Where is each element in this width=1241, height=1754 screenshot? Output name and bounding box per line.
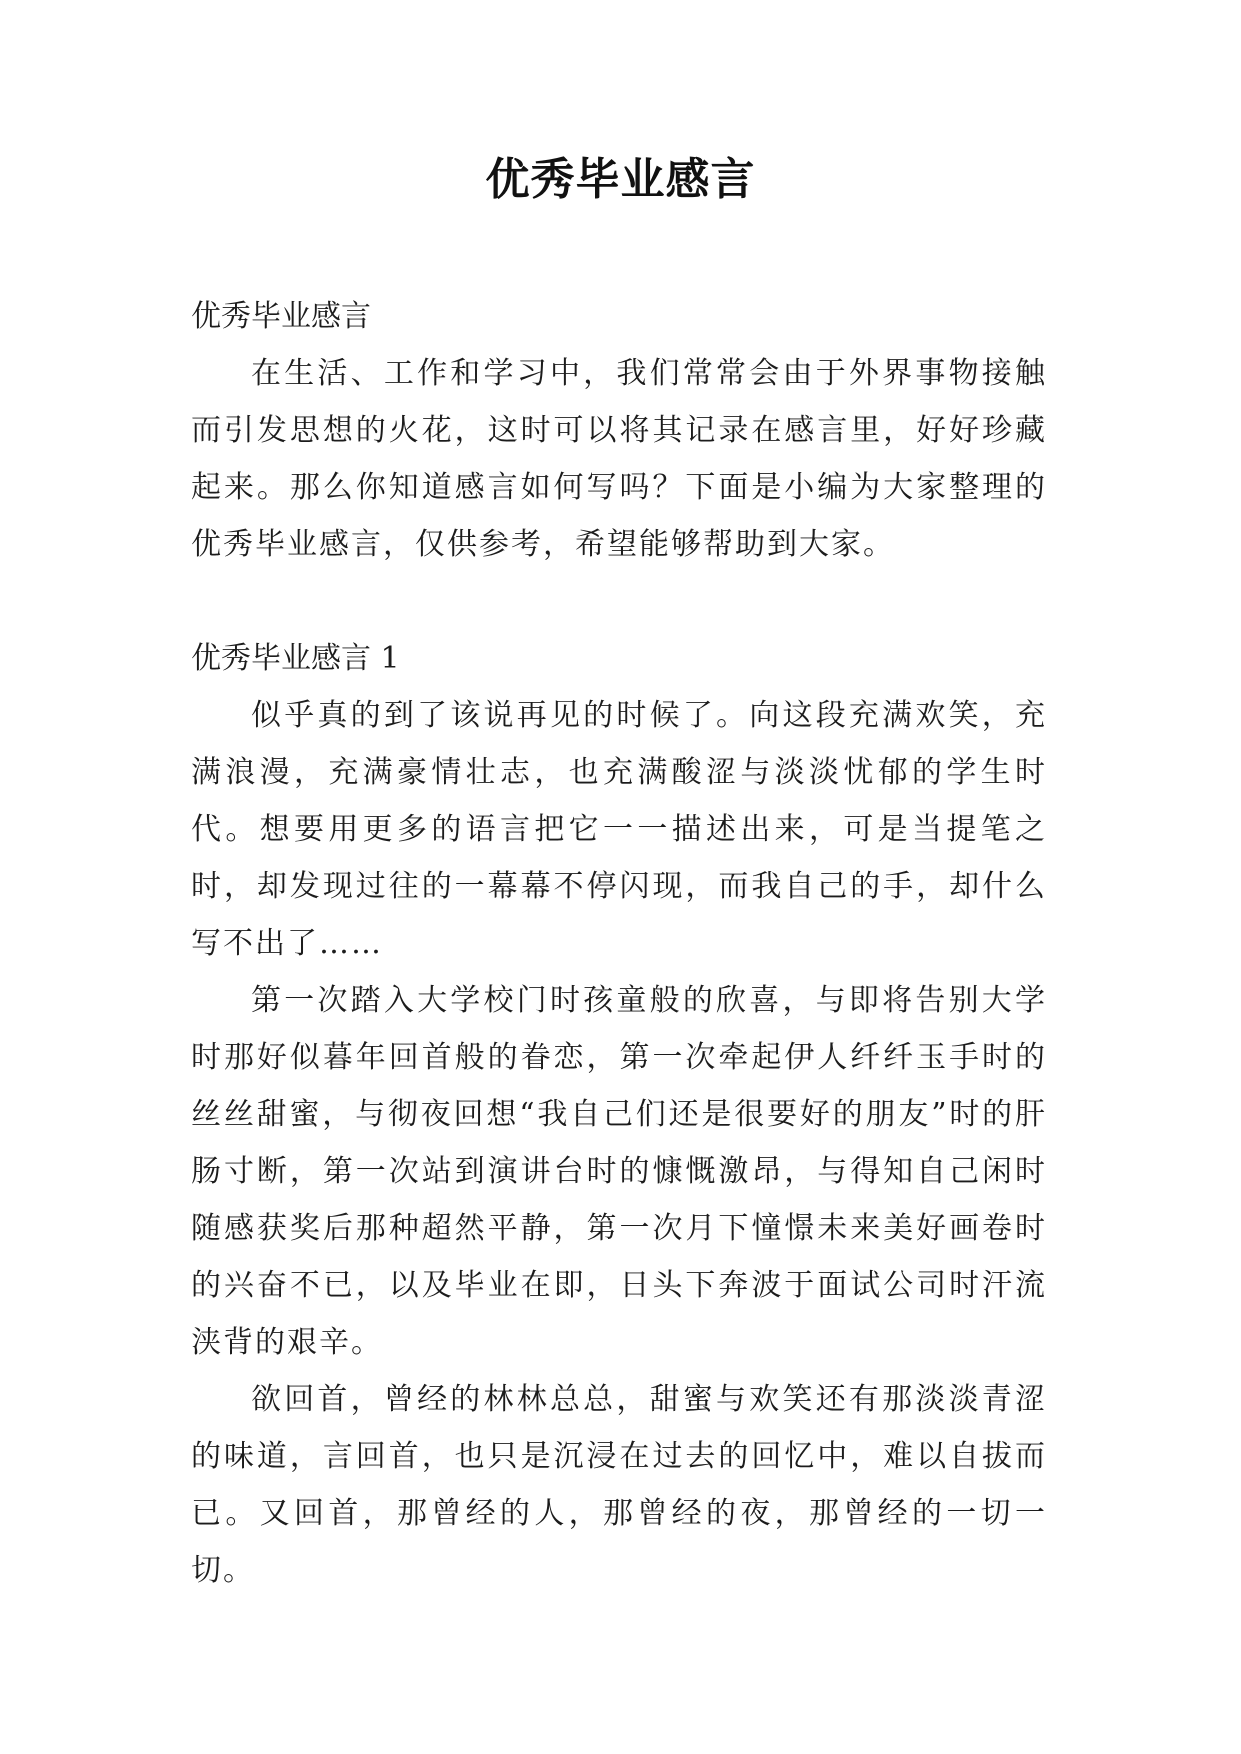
section-1-paragraph-1: 似乎真的到了该说再见的时候了。向这段充满欢笑，充满浪漫，充满豪情壮志，也充满酸涩与淡淡忧郁的学生时代。想要用更多的语言把它一一描述出来，可是当提笔之时，却发现过往的一幕幕不停闪现，而我自己的手，却什么写不出了…… — [191, 698, 1047, 961]
section-1-paragraph-2: 第一次踏入大学校门时孩童般的欣喜，与即将告别大学时那好似暮年回首般的眷恋，第一次牵起伊人纤纤玉手时的丝丝甜蜜，与彻夜回想“我自己们还是很要好的朋友”时的肝肠寸断，第一次站到演讲台时的慷慨激昂，与得知自己闲时随感获奖后那种超然平静，第一次月下憧憬未来美好画卷时的兴奋不已，以及毕业在即，日头下奔波于面试公司时汗流浃背的艰辛。 — [191, 983, 1047, 1360]
intro-heading: 优秀毕业感言 — [191, 299, 371, 334]
document-body — [191, 288, 1047, 1599]
section-1-heading: 优秀毕业感言 1 — [191, 641, 400, 676]
intro-paragraph: 在生活、工作和学习中，我们常常会由于外界事物接触而引发思想的火花，这时可以将其记录在感言里，好好珍藏起来。那么你知道感言如何写吗？下面是小编为大家整理的优秀毕业感言，仅供参考，希望能够帮助到大家。 — [191, 356, 1047, 562]
section-spacer — [191, 573, 1047, 630]
section-1-paragraph-3: 欲回首，曾经的林林总总，甜蜜与欢笑还有那淡淡青涩的味道，言回首，也只是沉浸在过去的回忆中，难以自拔而已。又回首，那曾经的人，那曾经的夜，那曾经的一切一切。 — [191, 1382, 1047, 1588]
document-title: 优秀毕业感言 — [485, 154, 756, 205]
